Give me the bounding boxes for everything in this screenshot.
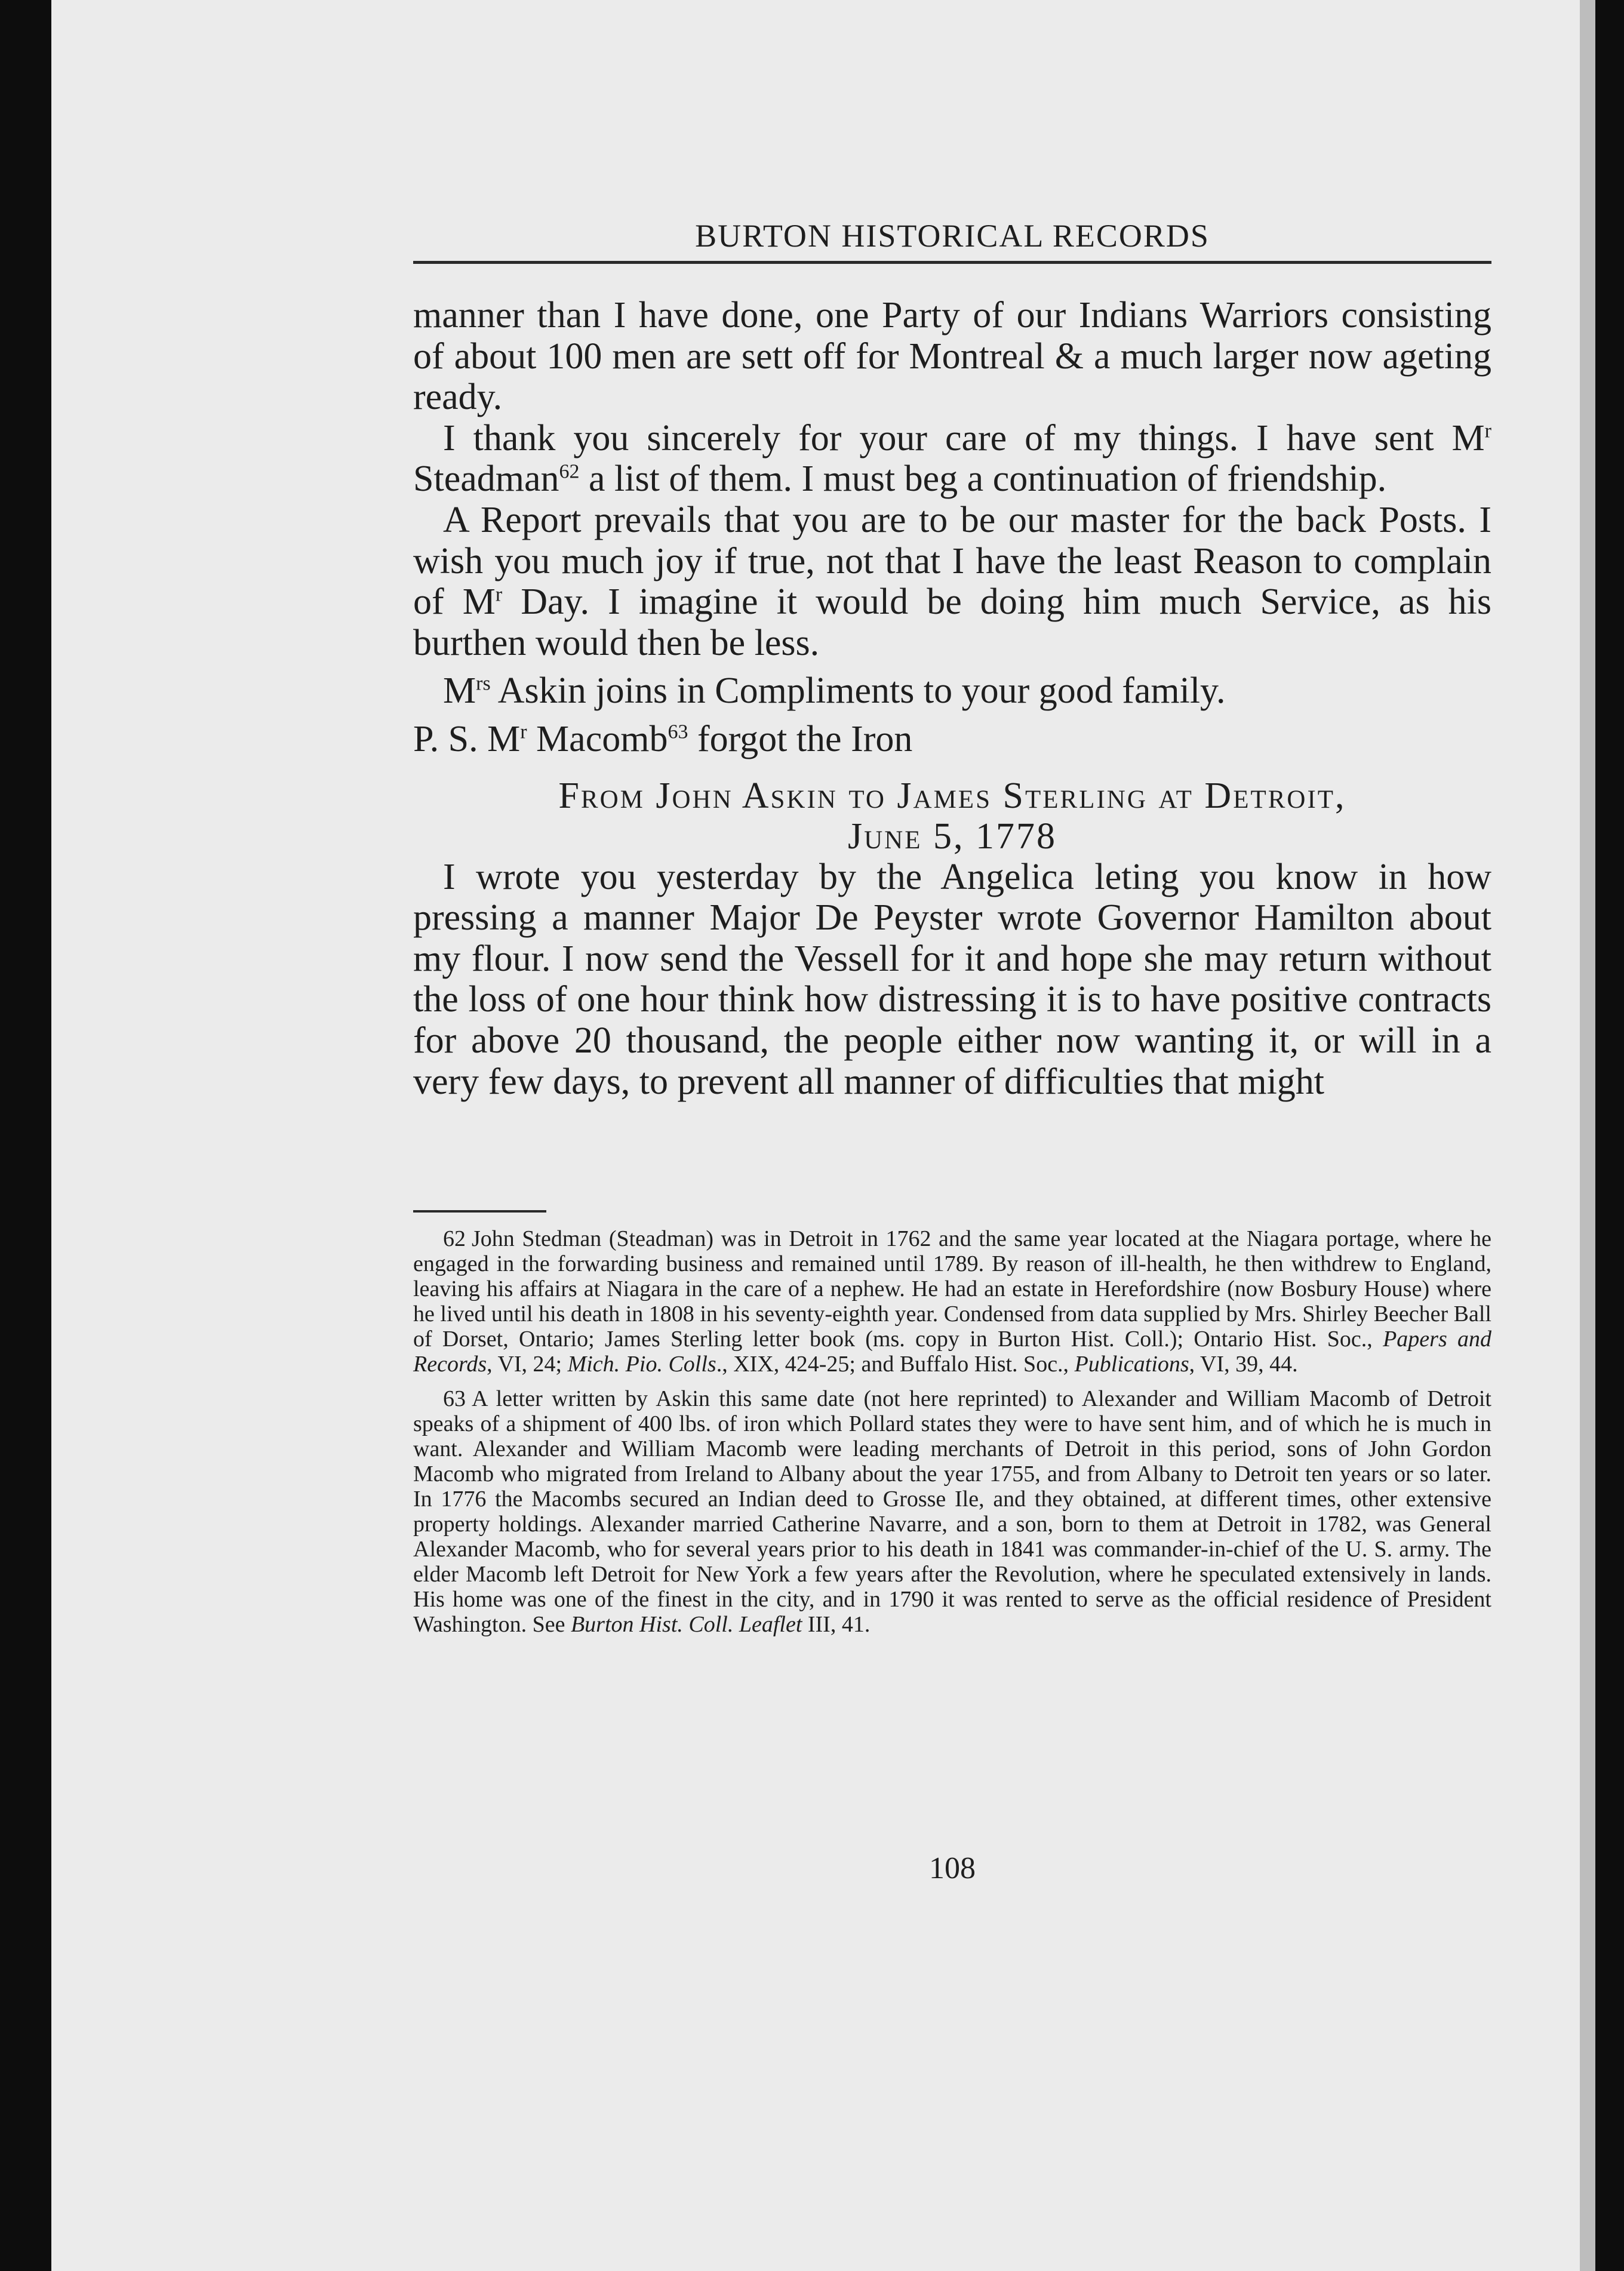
- paragraph-report: A Report prevails that you are to be our master for the back Posts. I wish you much joy if true, not that I have the least Reason to complain of $M^r$ Day. I imagine it would be doing him much Service, as his burthen would then be less.: [413, 499, 1491, 663]
- letter-heading: [413, 776, 1491, 857]
- footnote-ref-62[interactable]: 62: [559, 460, 580, 483]
- footnote-number: 62: [443, 1226, 466, 1251]
- header-rule: [413, 261, 1491, 264]
- superscript-r: r: [1484, 420, 1491, 442]
- letter-heading-line-1: From John Askin to James Sterling at Detroit,: [558, 775, 1346, 816]
- paragraph-compliments: $M^{rs}$ Askin joins in Compliments to your good family.: [443, 670, 1226, 712]
- page-number: 108: [929, 1851, 976, 1885]
- book-page: [51, 0, 1580, 2271]
- footnotes: [413, 1226, 1491, 1647]
- footnote-rule: [413, 1210, 546, 1213]
- superscript-r: r: [520, 721, 527, 743]
- paper-edge-shadow: [1580, 0, 1595, 2271]
- footnote-63: 63 A letter written by Askin this same date (not here reprinted) to Alexander and William Macomb of Detroit speaks of a shipment of 400 lbs. of iron which Pollard states they were to have sent him, and of which he is much in want. Alexander and William Macomb were leading merchants of Detroit in this period, sons of John Gordon Macomb who migrated from Ireland to Albany about the year 1755, and from Albany to Detroit ten years or so later. In 1776 the Macombs secured an Indian deed to Grosse Ile, and they obtained, at different times, other extensive property holdings. Alexander married Catherine Navarre, and a son, born to them at Detroit in 1782, was General Alexander Macomb, who for several years prior to his death in 1841 was commander-in-chief of the U. S. army. The elder Macomb left Detroit for New York a few years after the Revolution, where he speculated extensively in lands. His home was one of the finest in the city, and in 1790 it was rented to serve as the official residence of President Washington. See Burton Hist. Coll. Leaflet III, 41.: [413, 1386, 1491, 1637]
- paragraph-thanks: I thank you sincerely for your care of my things. I have sent $M^r$ Steadman$^{62}$ a list of them. I must beg a continuation of friendship.: [413, 417, 1491, 500]
- superscript-rs: rs: [476, 672, 491, 695]
- running-head: BURTON HISTORICAL RECORDS: [695, 218, 1210, 254]
- footnote-ref-63[interactable]: 63: [668, 721, 688, 743]
- letter-heading-line-2: June 5, 1778: [847, 816, 1057, 857]
- superscript-r: r: [495, 583, 503, 606]
- main-text: [413, 295, 1491, 1102]
- paragraph-continuation: manner than I have done, one Party of our Indians Warriors consisting of about 100 men are sett off for Montreal & a much larger now ageting ready.: [413, 295, 1491, 418]
- footnote-number: 63: [443, 1386, 466, 1411]
- footnote-62: 62 John Stedman (Steadman) was in Detroit in 1762 and the same year located at the Niagara portage, where he engaged in the forwarding business and remained until 1789. By reason of ill-health, he then withdrew to England, leaving his affairs at Niagara in the care of a nephew. He had an estate in Herefordshire (now Bosbury House) where he lived until his death in 1808 in his seventy-eighth year. Condensed from data supplied by Mrs. Shirley Beecher Ball of Dorset, Ontario; James Sterling letter book (ms. copy in Burton Hist. Coll.); Ontario Hist. Soc., Papers and Records, VI, 24; Mich. Pio. Colls., XIX, 424-25; and Buffalo Hist. Soc., Publications, VI, 39, 44.: [413, 1226, 1492, 1377]
- paragraph-postscript: P. S. $M^r$ Macomb$^{63}$ forgot the Iron: [413, 718, 913, 759]
- paper-sheet: [51, 0, 1580, 2271]
- paragraph-letter-body: I wrote you yesterday by the Angelica leting you know in how pressing a manner Major De Peyster wrote Governor Hamilton about my flour. I now send the Vessell for it and hope she may return without the loss of one hour think how distressing it is to have positive contracts for above 20 thousand, the people either now wanting it, or will in a very few days, to prevent all manner of difficulties that might: [413, 856, 1491, 1102]
